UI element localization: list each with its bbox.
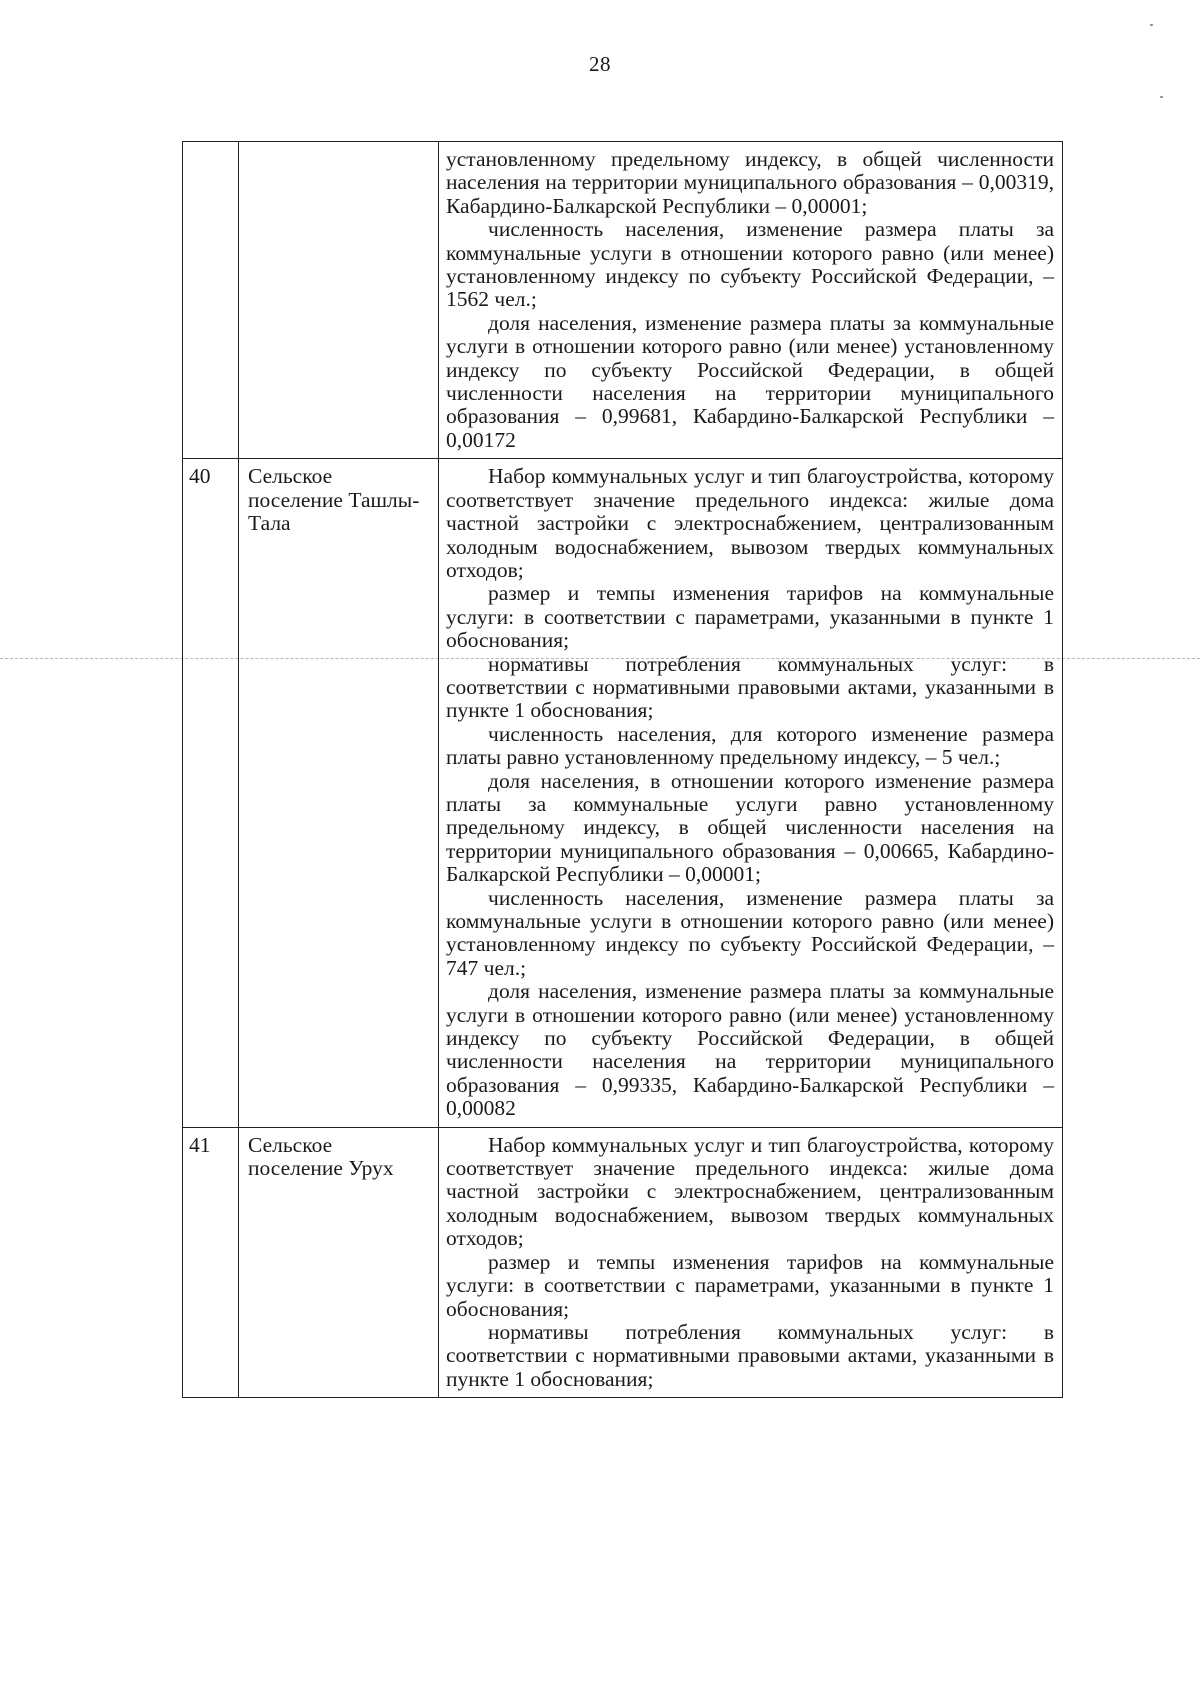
paragraph: доля населения, в отношении которого изменение размера платы за коммунальные услуги равно установленному предельному индексу, в общей численности населения на территории муниципального образования – 0,00665, Кабардино-Балкарской Республики – 0,00001;	[446, 768, 1054, 887]
scan-speck	[1150, 24, 1153, 26]
paragraph: численность населения, изменение размера платы за коммунальные услуги в отношении которого равно (или менее) установленному индексу по субъекту Российской Федерации, – 1562 чел.;	[446, 217, 1054, 312]
table-row	[183, 1127, 1063, 1397]
row-description	[439, 1127, 1063, 1397]
paragraph: доля населения, изменение размера платы за коммунальные услуги в отношении которого равно (или менее) установленному индексу по субъекту Российской Федерации, в общей численности населения на территории муниципального образования – 0,99681, Кабардино-Балкарской Республики – 0,00172	[446, 310, 1054, 452]
row-description	[439, 142, 1063, 459]
paragraph: Набор коммунальных услуг и тип благоустройства, которому соответствует значение предельного индекса: жилые дома частной застройки с электроснабжением, централизованным холодным водоснабжением, вывозом твердых коммунальных отходов;	[446, 1132, 1054, 1251]
paragraph: нормативы потребления коммунальных услуг: в соответствии с нормативными правовыми актами, указанными в пункте 1 обоснования;	[446, 651, 1054, 723]
row-number: 41	[183, 1127, 239, 1397]
paragraph: размер и темпы изменения тарифов на коммунальные услуги: в соответствии с параметрами, указанными в пункте 1 обоснования;	[446, 1249, 1054, 1321]
municipality-name: Сельское поселение Ташлы-Тала	[239, 459, 439, 1127]
scan-speck	[1160, 96, 1163, 98]
row-number	[183, 142, 239, 459]
paragraph: доля населения, изменение размера платы за коммунальные услуги в отношении которого равно (или менее) установленному индексу по субъекту Российской Федерации, в общей численности населения на территории муниципального образования – 0,99335, Кабардино-Балкарской Республики – 0,00082	[446, 979, 1054, 1121]
row-description	[439, 459, 1063, 1127]
page-number: 28	[589, 52, 611, 76]
paragraph: установленному предельному индексу, в общей численности населения на территории муниципального образования – 0,00319, Кабардино-Балкарской Республики – 0,00001;	[446, 147, 1054, 218]
paragraph: численность населения, изменение размера платы за коммунальные услуги в отношении которого равно (или менее) установленному индексу по субъекту Российской Федерации, – 747 чел.;	[446, 885, 1054, 980]
municipality-name: Сельское поселение Урух	[239, 1127, 439, 1397]
municipality-index-table	[182, 141, 1063, 1398]
row-number: 40	[183, 459, 239, 1127]
paragraph: численность населения, для которого изменение размера платы равно установленному предельному индексу, – 5 чел.;	[446, 721, 1054, 770]
table-row	[183, 459, 1063, 1127]
paragraph: размер и темпы изменения тарифов на коммунальные услуги: в соответствии с параметрами, указанными в пункте 1 обоснования;	[446, 581, 1054, 653]
municipality-name	[239, 142, 439, 459]
paragraph: Набор коммунальных услуг и тип благоустройства, которому соответствует значение предельного индекса: жилые дома частной застройки с электроснабжением, централизованным холодным водоснабжением, вывозом твердых коммунальных отходов;	[446, 464, 1054, 582]
paragraph: нормативы потребления коммунальных услуг: в соответствии с нормативными правовыми актами, указанными в пункте 1 обоснования;	[446, 1319, 1054, 1391]
table-row	[183, 142, 1063, 459]
